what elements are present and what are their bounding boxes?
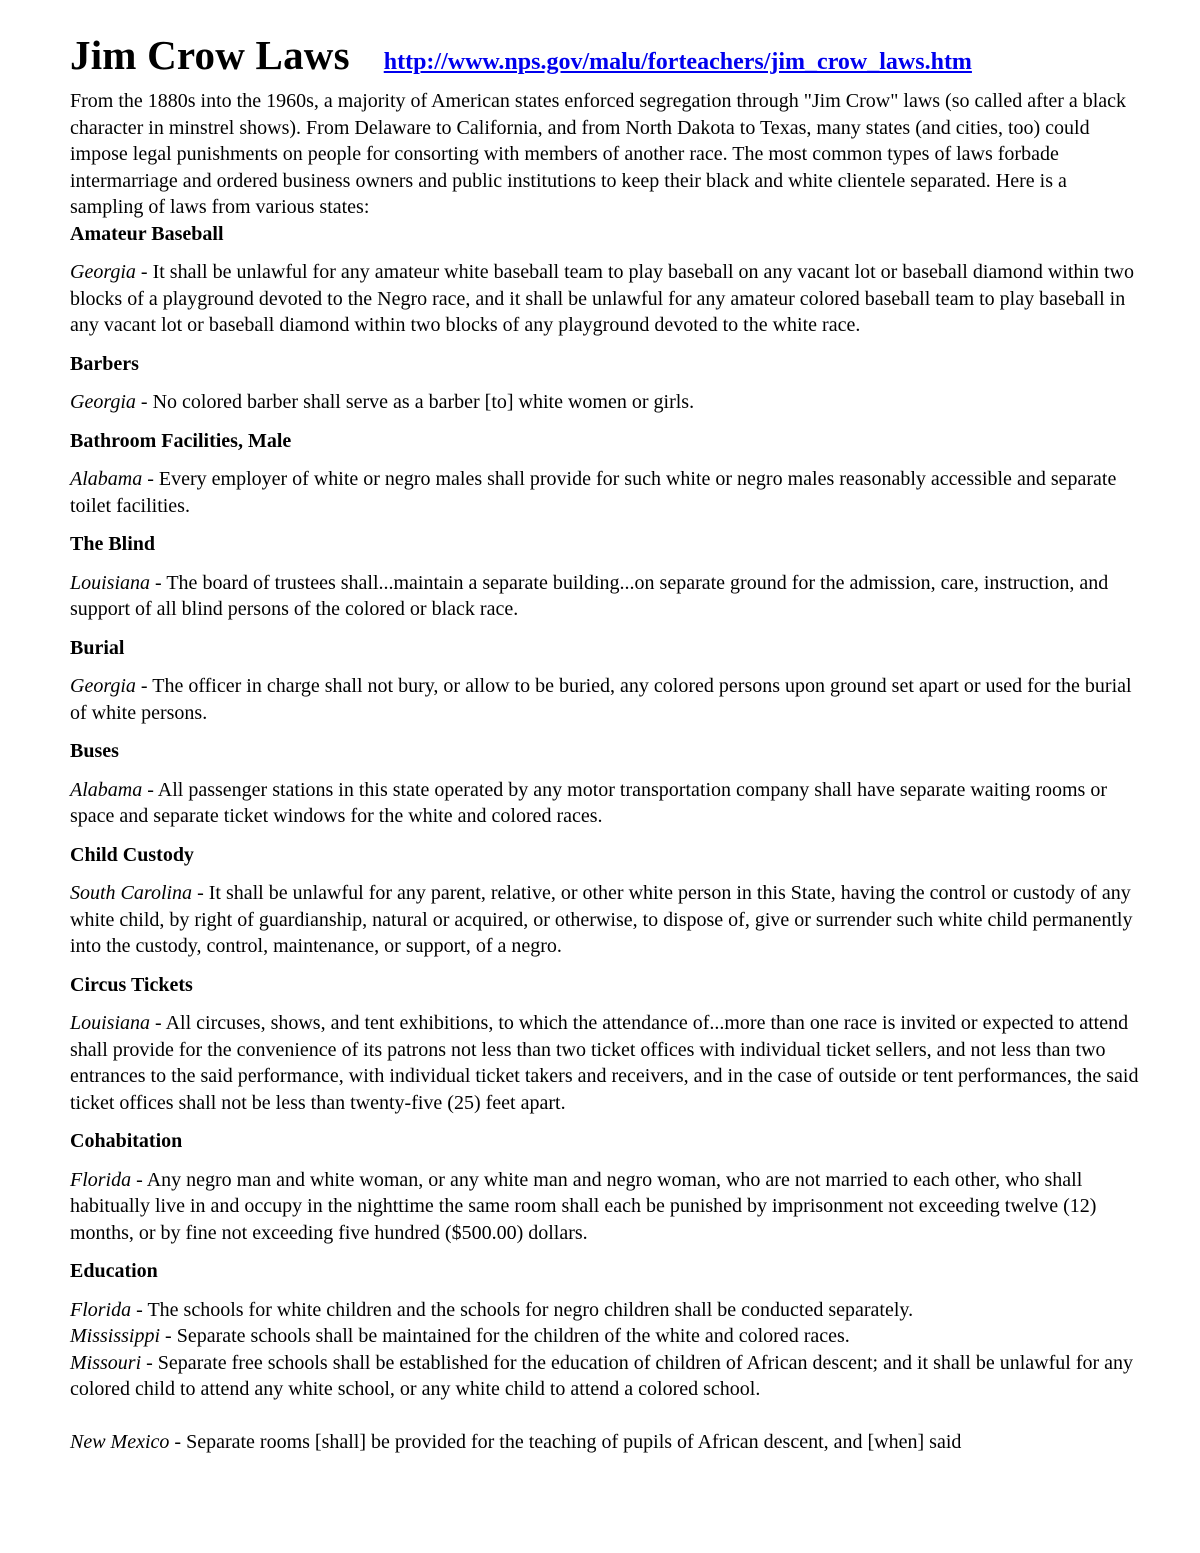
document-page — [70, 30, 1142, 1467]
section-heading: The Blind — [70, 533, 156, 555]
law-entry — [70, 1167, 1142, 1247]
state-name: Louisiana — [70, 571, 151, 594]
law-text: No colored barber shall serve as a barber [to] white women or girls. — [152, 391, 695, 413]
law-text: All passenger stations in this state operated by any motor transportation company shall have separate waiting rooms or space and separate ticket windows for the white and colored races. — [70, 778, 1107, 827]
law-separator: - — [192, 882, 209, 904]
law-entry — [70, 880, 1142, 960]
title-row — [70, 30, 1142, 88]
law-text: The board of trustees shall...maintain a separate building...on separate ground for the admission, care, instruction, and support of all blind persons of the colored or black race. — [70, 571, 1109, 620]
state-name: Louisiana — [70, 1012, 151, 1034]
law-separator: - — [141, 1351, 158, 1374]
section-education — [70, 1258, 1142, 1455]
state-name: Alabama — [70, 468, 143, 490]
law-section — [70, 531, 1142, 623]
law-text: All circuses, shows, and tent exhibitions, to which the attendance of...more than one race is invited or expected to attend shall provide for the convenience of its patrons not less than two ticket offices with individual ticket sellers, and not less than two entrances to the said performance, with individual ticket takers and receivers, and in the case of outside or tent performances, the said ticket offices shall not be less than twenty-five (25) feet apart. — [70, 1012, 1139, 1114]
law-section — [70, 635, 1142, 727]
state-name: Mississippi — [70, 1325, 161, 1347]
law-entry — [70, 570, 1142, 623]
law-separator: - — [150, 571, 167, 594]
state-name: Georgia — [70, 675, 136, 697]
law-text: It shall be unlawful for any amateur white baseball team to play baseball on any vacant lot or baseball diamond within two blocks of a playground devoted to the Negro race, and it shall be unlawful for any amateur colored baseball team to play baseball in any vacant lot or baseball diamond within two blocks of any playground devoted to the white race. — [70, 261, 1134, 336]
law-section — [70, 842, 1142, 960]
law-section — [70, 351, 1142, 416]
law-entry — [70, 466, 1142, 519]
state-name: South Carolina — [70, 882, 193, 904]
state-name: Missouri — [70, 1351, 142, 1374]
law-separator: - — [160, 1325, 177, 1347]
law-separator: - — [135, 391, 153, 413]
section-heading: Burial — [70, 636, 125, 659]
law-entry — [70, 1297, 1142, 1324]
law-block — [70, 1167, 1142, 1247]
law-entry — [70, 259, 1142, 339]
law-text: Every employer of white or negro males shall provide for such white or negro males reasonably accessible and separate toilet facilities. — [70, 468, 1117, 517]
state-name: New Mexico — [70, 1430, 170, 1453]
paragraph-gap — [70, 1403, 1142, 1429]
law-text: The schools for white children and the schools for negro children shall be conducted separately. — [147, 1298, 914, 1321]
law-section — [70, 1128, 1142, 1246]
section-heading: Bathroom Facilities, Male — [70, 429, 292, 452]
law-separator: - — [150, 1012, 166, 1034]
law-section — [70, 738, 1142, 830]
source-link[interactable]: http://www.nps.gov/malu/forteachers/jim_crow_laws.htm — [383, 49, 972, 75]
law-text: Any negro man and white woman, or any white man and negro woman, who are not married to each other, who shall habitually live in and occupy in the nighttime the same room shall each be punished by imprisonment not exceeding twelve (12) months, or by fine not exceeding five hundred ($500.00) dollars. — [70, 1168, 1097, 1244]
law-entry — [70, 777, 1142, 830]
law-block — [70, 777, 1142, 830]
section-heading: Education — [70, 1260, 158, 1282]
law-entry — [70, 1010, 1142, 1116]
law-separator: - — [142, 468, 159, 490]
law-block — [70, 389, 1142, 416]
law-block — [70, 880, 1142, 960]
law-entry — [70, 1350, 1142, 1403]
law-text: The officer in charge shall not bury, or allow to be buried, any colored persons upon ground set apart or used for the burial of white persons. — [70, 675, 1132, 724]
section-heading: Buses — [70, 740, 119, 762]
law-block — [70, 259, 1142, 339]
law-text: Separate rooms [shall] be provided for the teaching of pupils of African descent, and [when] said — [186, 1430, 962, 1453]
law-separator: - — [142, 778, 158, 801]
law-separator: - — [135, 675, 153, 697]
section-heading: Barbers — [70, 352, 139, 375]
law-entry — [70, 1323, 1142, 1350]
state-name: Florida — [70, 1298, 132, 1321]
law-separator: - — [131, 1298, 148, 1321]
law-block — [70, 570, 1142, 623]
law-section — [70, 972, 1142, 1117]
law-block — [70, 1297, 1142, 1456]
law-block — [70, 673, 1142, 726]
law-entry — [70, 1429, 1142, 1456]
law-section — [70, 428, 1142, 520]
law-block — [70, 466, 1142, 519]
intro-paragraph: From the 1880s into the 1960s, a majority of American states enforced segregation through "Jim Crow" laws (so called after a black character in minstrel shows). From Delaware to California, and from North Dakota to Texas, many states (and cities, too) could impose legal punishments on people for consorting with members of another race. The most common types of laws forbade intermarriage and ordered business owners and public institutions to keep their black and white clientele separated. Here is a sampling of laws from various states: — [70, 90, 1127, 218]
law-text: Separate free schools shall be established for the education of children of African descent; and it shall be unlawful for any colored child to attend any white school, or any white child to attend a colored school. — [70, 1351, 1134, 1400]
law-sections — [70, 221, 1142, 1247]
state-name: Georgia — [70, 391, 136, 413]
section-heading: Child Custody — [70, 843, 194, 866]
law-text: It shall be unlawful for any parent, relative, or other white person in this State, having the control or custody of any white child, by right of guardianship, natural or acquired, or otherwise, to dispose of, give or surrender such white child permanently into the custody, control, maintenance, or support, of a negro. — [70, 882, 1133, 957]
law-separator: - — [169, 1430, 187, 1453]
law-entry — [70, 673, 1142, 726]
page-title: Jim Crow Laws — [70, 32, 350, 78]
section-heading: Circus Tickets — [70, 973, 193, 996]
law-block — [70, 1010, 1142, 1116]
law-section — [70, 221, 1142, 339]
section-heading: Cohabitation — [70, 1130, 183, 1152]
law-entry — [70, 389, 1142, 416]
law-text: Separate schools shall be maintained for the children of the white and colored races. — [176, 1325, 850, 1347]
law-separator: - — [131, 1168, 147, 1191]
state-name: Florida — [70, 1168, 132, 1191]
state-name: Alabama — [70, 778, 143, 801]
state-name: Georgia — [70, 261, 136, 283]
law-separator: - — [135, 261, 153, 283]
section-heading: Amateur Baseball — [70, 222, 224, 245]
